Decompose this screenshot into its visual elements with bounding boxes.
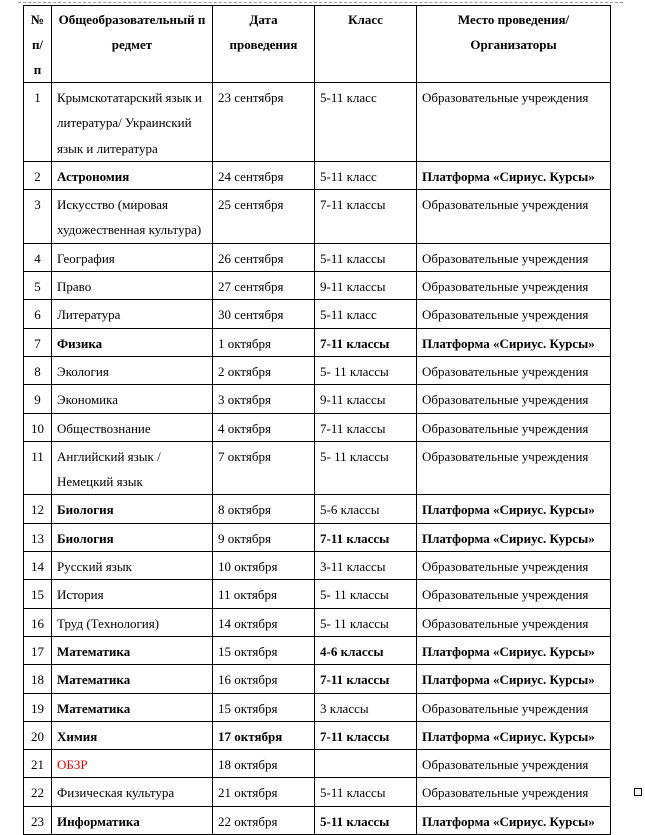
subject-cell: Физика (52, 328, 213, 356)
table-header-row (24, 6, 611, 83)
place-cell: Образовательные учреждения (417, 580, 611, 608)
date-cell: 21 октября (213, 778, 315, 806)
place-cell: Платформа «Сириус. Курсы» (417, 721, 611, 749)
row-number: 16 (24, 608, 52, 636)
table-row (24, 328, 611, 356)
date-cell: 30 сентября (213, 300, 315, 328)
row-number: 2 (24, 161, 52, 189)
date-cell: 11 октября (213, 580, 315, 608)
date-cell: 27 сентября (213, 272, 315, 300)
table-row (24, 243, 611, 271)
grade-cell: 3-11 классы (315, 552, 417, 580)
row-number: 4 (24, 243, 52, 271)
table-row (24, 413, 611, 441)
subject-cell: Право (52, 272, 213, 300)
row-number: 3 (24, 190, 52, 244)
row-number: 11 (24, 441, 52, 495)
place-cell: Образовательные учреждения (417, 356, 611, 384)
subject-cell: Астрономия (52, 161, 213, 189)
table-row (24, 693, 611, 721)
grade-cell: 7-11 классы (315, 523, 417, 551)
place-cell: Образовательные учреждения (417, 243, 611, 271)
place-cell: Образовательные учреждения (417, 778, 611, 806)
grade-cell: 5- 11 классы (315, 356, 417, 384)
place-cell: Образовательные учреждения (417, 693, 611, 721)
row-number: 13 (24, 523, 52, 551)
grade-cell: 3 классы (315, 693, 417, 721)
place-cell: Платформа «Сириус. Курсы» (417, 636, 611, 664)
subject-cell: Русский язык (52, 552, 213, 580)
row-number: 12 (24, 495, 52, 523)
grade-cell: 5- 11 классы (315, 580, 417, 608)
header-place: Место проведения/Организаторы (417, 6, 611, 83)
grade-cell: 5-11 классы (315, 243, 417, 271)
table-row (24, 190, 611, 244)
table-row (24, 356, 611, 384)
place-cell: Образовательные учреждения (417, 413, 611, 441)
date-cell: 24 сентября (213, 161, 315, 189)
subject-cell: Крымскотатарский язык и литература/ Украинский язык и литература (52, 83, 213, 162)
table-row (24, 608, 611, 636)
grade-cell: 9-11 классы (315, 272, 417, 300)
table-row (24, 806, 611, 834)
row-number: 19 (24, 693, 52, 721)
subject-cell: Математика (52, 665, 213, 693)
row-number: 10 (24, 413, 52, 441)
subject-cell: Экономика (52, 385, 213, 413)
row-number: 23 (24, 806, 52, 834)
grade-cell: 7-11 классы (315, 721, 417, 749)
row-number: 21 (24, 750, 52, 778)
date-cell: 4 октября (213, 413, 315, 441)
table-row (24, 778, 611, 806)
date-cell: 8 октября (213, 495, 315, 523)
subject-cell: Математика (52, 636, 213, 664)
date-cell: 9 октября (213, 523, 315, 551)
table-row (24, 523, 611, 551)
place-cell: Платформа «Сириус. Курсы» (417, 665, 611, 693)
subject-cell: Биология (52, 523, 213, 551)
row-number: 17 (24, 636, 52, 664)
date-cell: 14 октября (213, 608, 315, 636)
grade-cell: 9-11 классы (315, 385, 417, 413)
subject-cell: История (52, 580, 213, 608)
grade-cell: 7-11 классы (315, 413, 417, 441)
table-row (24, 552, 611, 580)
grade-cell: 5-11 классы (315, 778, 417, 806)
grade-cell: 7-11 классы (315, 190, 417, 244)
row-number: 14 (24, 552, 52, 580)
place-cell: Платформа «Сириус. Курсы» (417, 523, 611, 551)
place-cell: Образовательные учреждения (417, 190, 611, 244)
subject-cell: Английский язык /Немецкий язык (52, 441, 213, 495)
subject-cell: Химия (52, 721, 213, 749)
row-number: 22 (24, 778, 52, 806)
row-number: 18 (24, 665, 52, 693)
table-row (24, 721, 611, 749)
header-grade: Класс (315, 6, 417, 83)
table-row (24, 580, 611, 608)
date-cell: 18 октября (213, 750, 315, 778)
table-row (24, 83, 611, 162)
date-cell: 1 октября (213, 328, 315, 356)
place-cell: Платформа «Сириус. Курсы» (417, 806, 611, 834)
row-number: 9 (24, 385, 52, 413)
subject-cell: ОБЗР (52, 750, 213, 778)
grade-cell: 5-6 классы (315, 495, 417, 523)
date-cell: 22 октября (213, 806, 315, 834)
place-cell: Образовательные учреждения (417, 441, 611, 495)
subject-cell: География (52, 243, 213, 271)
row-number: 6 (24, 300, 52, 328)
table-row (24, 272, 611, 300)
grade-cell: 7-11 классы (315, 328, 417, 356)
table-row (24, 441, 611, 495)
row-number: 20 (24, 721, 52, 749)
subject-cell: Литература (52, 300, 213, 328)
row-number: 1 (24, 83, 52, 162)
date-cell: 15 октября (213, 636, 315, 664)
place-cell: Образовательные учреждения (417, 750, 611, 778)
grade-cell (315, 750, 417, 778)
table-row (24, 636, 611, 664)
place-cell: Платформа «Сириус. Курсы» (417, 495, 611, 523)
subject-cell: Обществознание (52, 413, 213, 441)
header-subject: Общеобразовательный предмет (52, 6, 213, 83)
date-cell: 15 октября (213, 693, 315, 721)
olympiad-schedule-table (23, 5, 611, 835)
grade-cell: 5-11 класс (315, 300, 417, 328)
subject-cell: Искусство (мировая художественная культура) (52, 190, 213, 244)
subject-cell: Физическая культура (52, 778, 213, 806)
place-cell: Образовательные учреждения (417, 272, 611, 300)
date-cell: 7 октября (213, 441, 315, 495)
grade-cell: 5-11 класс (315, 83, 417, 162)
grade-cell: 4-6 классы (315, 636, 417, 664)
place-cell: Образовательные учреждения (417, 300, 611, 328)
date-cell: 10 октября (213, 552, 315, 580)
grade-cell: 5- 11 классы (315, 608, 417, 636)
table-row (24, 385, 611, 413)
header-date: Дата проведения (213, 6, 315, 83)
subject-cell: Информатика (52, 806, 213, 834)
place-cell: Образовательные учреждения (417, 608, 611, 636)
date-cell: 17 октября (213, 721, 315, 749)
date-cell: 2 октября (213, 356, 315, 384)
place-cell: Образовательные учреждения (417, 385, 611, 413)
subject-cell: Математика (52, 693, 213, 721)
table-row (24, 161, 611, 189)
grade-cell: 5-11 класс (315, 161, 417, 189)
header-number: № п/п (24, 6, 52, 83)
place-cell: Образовательные учреждения (417, 552, 611, 580)
date-cell: 16 октября (213, 665, 315, 693)
table-row (24, 300, 611, 328)
place-cell: Платформа «Сириус. Курсы» (417, 161, 611, 189)
table-resize-handle[interactable] (634, 788, 642, 796)
table-row (24, 495, 611, 523)
row-number: 8 (24, 356, 52, 384)
page-top-border (18, 2, 623, 3)
place-cell: Платформа «Сириус. Курсы» (417, 328, 611, 356)
row-number: 5 (24, 272, 52, 300)
date-cell: 23 сентября (213, 83, 315, 162)
date-cell: 3 октября (213, 385, 315, 413)
grade-cell: 5-11 классы (315, 806, 417, 834)
subject-cell: Труд (Технология) (52, 608, 213, 636)
grade-cell: 5- 11 классы (315, 441, 417, 495)
subject-cell: Биология (52, 495, 213, 523)
date-cell: 26 сентября (213, 243, 315, 271)
table-row (24, 665, 611, 693)
row-number: 7 (24, 328, 52, 356)
place-cell: Образовательные учреждения (417, 83, 611, 162)
row-number: 15 (24, 580, 52, 608)
date-cell: 25 сентября (213, 190, 315, 244)
table-row (24, 750, 611, 778)
subject-cell: Экология (52, 356, 213, 384)
grade-cell: 7-11 классы (315, 665, 417, 693)
